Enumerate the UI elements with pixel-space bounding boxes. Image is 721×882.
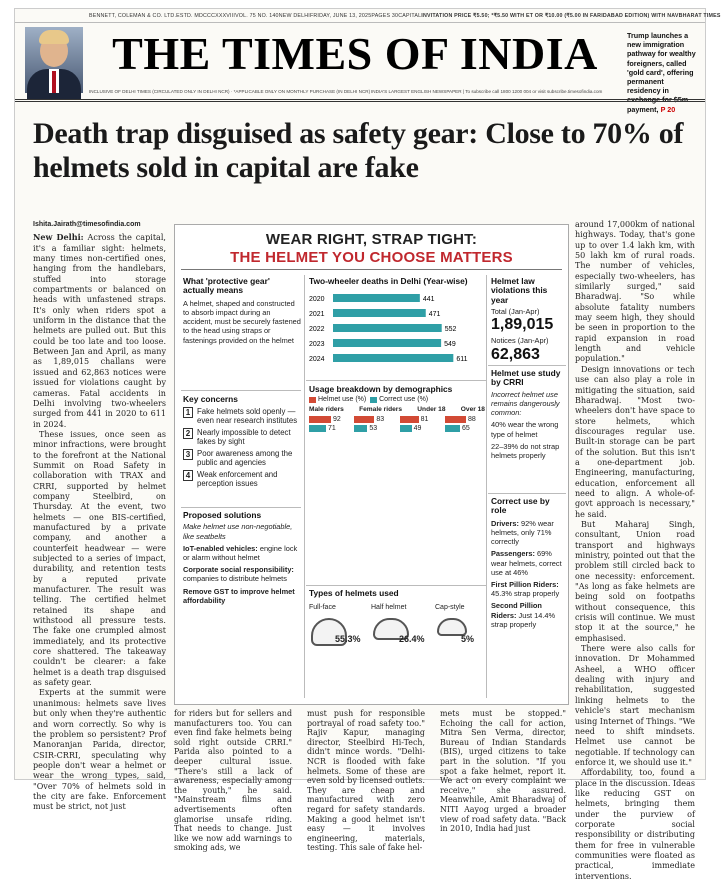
concern-num: 4: [183, 470, 193, 481]
chart-bar: [333, 339, 441, 347]
date: FRIDAY, JUNE 13, 2025: [309, 12, 372, 19]
key-concerns: [183, 395, 301, 488]
group-label: Female riders: [359, 406, 402, 414]
group-use: 92: [333, 416, 341, 424]
article-column-3: must push for responsible portrayal of road safety too." Rajiv Kapur, managing director, Steelbird Hi-Tech, didn't mince words. "Delhi-NCR is flooded with fake helmets. Some of these are even sold by licensed outlets. They are cheap and manufactured with zero regard for safety standards. Making a good helmet isn't easy — it involves engineering, materials, testing. This sale of fake hel-: [307, 709, 425, 853]
legend-correct-use: Correct use (%): [379, 396, 429, 404]
city: NEW DELHI: [278, 12, 310, 19]
price: INVITATION PRICE ₹5.50; *₹5.50 WITH ET OR ₹10.00 (₹5.00 IN FARIDABAD EDITION) WITH NAVBHARAT TIMES: [421, 12, 721, 19]
crri-lead: Incorrect helmet use remains dangerously common:: [491, 389, 560, 418]
legend-helmet-use: Helmet use (%): [318, 396, 367, 404]
solutions-intro: Make helmet use non-negotiable, like seatbelts: [183, 522, 293, 541]
crri-fact-1: 40% wear the wrong type of helmet: [491, 420, 559, 439]
group-label: Under 18: [417, 406, 446, 414]
concerns-heading: Key concerns: [183, 394, 238, 404]
role-passengers-label: Passengers:: [491, 549, 535, 559]
concern-text: Fake helmets sold openly — even near research institutes: [197, 407, 298, 426]
chart-bar: [333, 324, 442, 332]
newspaper-logo: THE TIMES OF INDIA: [112, 28, 598, 79]
article-column-2: for riders but for sellers and manufacturers too. You can even find fake helmets being sold right outside CRRI." Parida also pointed to a deeper cultural issue. "There's still a lack of awareness, especially among the youth," he said. "Mainstream films and advertisements often glamorise unsafe riding. That needs to change. Just like we now add warnings to smoking ads, we: [174, 709, 292, 853]
type-cap: Cap-style: [435, 604, 465, 612]
concern-num: 2: [183, 428, 193, 439]
infographic-title: WEAR RIGHT, STRAP TIGHT:: [265, 231, 478, 248]
chart-category-label: 2024: [309, 356, 325, 364]
masthead-rule: [15, 99, 705, 102]
edition: CAPITAL: [398, 12, 422, 19]
headline: Death trap disguised as safety gear: Close to 70% of helmets sold in capital are fake: [33, 117, 684, 184]
teaser-page: P 20: [660, 104, 676, 114]
group-label: Male riders: [309, 406, 344, 414]
group-correct: 49: [413, 425, 422, 433]
deaths-chart-box: [309, 277, 483, 370]
types-heading: Types of helmets used: [309, 588, 399, 598]
total-label: Total (Jan-Apr): [491, 307, 540, 317]
group-correct: 65: [461, 425, 470, 433]
full-face-share: 55.3%: [335, 634, 361, 645]
chart-category-label: 2022: [309, 326, 325, 334]
cap-helmet-share: 5%: [461, 634, 475, 645]
chart-category-label: 2020: [309, 296, 325, 304]
group-label: Over 18: [460, 406, 485, 414]
solution-2-head: Corporate social responsibility:: [183, 565, 294, 575]
chart-value-label: 611: [456, 356, 468, 364]
chart-category-label: 2021: [309, 311, 325, 319]
paragraph-2: These issues, once seen as minor infractions, were brought to the forefront at the National Summit on Road Safety in collaboration with TRAX and CRRI, supported by helmet company Steelbird, on Thursday. At the event, two helmets — one BIS-certified, manufactured by a private company, and another a counterfeit headwear — were subjected to a series of impact, durability, and retention tests by a reputed private manufacturer. The result was telling. The certified helmet retained its shape and withstood all pressure tests. The fake one crumpled almost immediately, and its protective core shattered. The takeaway couldn't be clearer: a fake helmet is a death trap disguised as safety gear.: [33, 429, 166, 688]
volume: VOL. 75 NO. 140: [235, 12, 279, 19]
role-heading: Correct use by role: [491, 496, 550, 516]
top-info-strip: [15, 9, 721, 23]
col5-para-2: Design innovations or tech use can also play a role in mitigating the situation, said Bharadwaj. "Most two-wheelers don't have space to store helmets, which discourages regular use. Built-in storage can be part of the solution. But this isn't a one-department job. Engineering, manufacturing, education, enforcement all need to align. A whole-of-govt approach is necessary," he said.: [575, 364, 695, 519]
publisher: BENNETT, COLEMAN & CO. LTD.: [89, 12, 177, 19]
solutions-heading: Proposed solutions: [183, 510, 262, 520]
type-full-face: Full-face: [309, 604, 336, 612]
role-second-pillion-label: Second Pillion Riders:: [491, 601, 542, 620]
group-correct: 53: [369, 425, 378, 433]
role-second-pillion: Just 14.4% strap properly: [491, 610, 556, 629]
pages: PAGES 30: [371, 12, 399, 19]
helmet-infographic: [174, 224, 569, 705]
correct-use-by-role: [491, 497, 565, 629]
usage-heading: Usage breakdown by demographics: [309, 384, 453, 394]
chart-value-label: 441: [422, 296, 435, 304]
dateline: New Delhi:: [33, 232, 84, 243]
chart-bar: [333, 309, 426, 317]
deaths-heading: Two-wheeler deaths in Delhi (Year-wise): [309, 276, 468, 286]
masthead-note-left: INCLUSIVE OF DELHI TIMES (CIRCULATED ONLY IN DELHI NCR) · *APPLICABLE ONLY ON MONTHLY PURCHASE (IN DELHI NCR): [89, 89, 371, 94]
concern-text: Poor awareness among the public and agencies: [197, 449, 293, 468]
type-half: Half helmet: [371, 604, 407, 612]
paragraph-3: Experts at the summit were unanimous: helmets save lives but only when they're authentic and worn correctly. So why is the problem so persistent? Prof Manoranjan Parida, director, CSIR-CRRI, speculating why people don't wear a helmet or wear the wrong types, said, "Over 70% of helmets sold in the city are fake. Enforcement must be strict, not just: [33, 688, 166, 812]
crri-heading: Helmet use study by CRRI: [491, 368, 561, 388]
notices-value: 62,863: [491, 345, 540, 363]
masthead: [15, 23, 705, 114]
concern-text: Weak enforcement and perception issues: [197, 470, 278, 489]
col5-para-5: Affordability, too, found a place in the discussion. Ideas like reducing GST on helmets, bringing them under the purview of corporate social responsibility or distributing them for free in vulnerable communities were floated as practical, immediate interventions.: [575, 768, 695, 881]
proposed-solutions: [183, 511, 301, 605]
newspaper-page: [14, 8, 721, 881]
chart-value-label: 552: [444, 326, 457, 334]
concern-num: 1: [183, 407, 193, 418]
role-first-pillion: 45.3% strap properly: [491, 589, 560, 599]
trump-photo: [25, 27, 83, 93]
protective-heading: What 'protective gear' actually means: [183, 276, 270, 296]
col5-para-4: There were also calls for innovation. Dr Mohammed Asheel, a WHO officer dealing with injury and rehabilitation, suggested linking helmets to the vehicle's start mechanism using Internet of Things. "We need to shift mindsets. Helmet use cannot be negotiable. If technology can enforce it, we should use it.": [575, 644, 695, 767]
chart-value-label: 549: [444, 341, 456, 349]
crri-fact-2: 22–39% do not strap helmets properly: [491, 441, 560, 461]
article-column-5: [575, 220, 695, 881]
role-drivers-label: Drivers:: [491, 518, 519, 528]
group-use: 83: [376, 416, 385, 424]
masthead-note-right: INDIA'S LARGEST ENGLISH NEWSPAPER | To subscribe call 1800 1200 004 or visit subscribe.timesofindia.com: [371, 89, 603, 94]
usage-breakdown: [309, 385, 485, 432]
violations-box: [491, 277, 565, 364]
protective-text: A helmet, shaped and constructed to absorb impact during an accident, must be securely fastened to the head using straps or fastenings provided on the helmet: [183, 298, 301, 345]
infographic-subtitle: THE HELMET YOU CHOOSE MATTERS: [230, 249, 513, 266]
solution-1-head: IoT-enabled vehicles:: [183, 543, 258, 553]
col5-para-1: around 17,000km of national highways. Today, that's gone up to over 1.4 lakh km, with 50 lakh km of rural roads. The number of vehicles, especially two-wheelers, has similarly surged," said Bharadwaj. "So while absolute fatality numbers may seem high, they should be seen in proportion to the rapid expansion in road length and vehicle population.": [575, 220, 695, 364]
solution-2: companies to distribute helmets: [183, 574, 287, 584]
role-drivers: 92% wear helmets, only 71% correctly: [491, 518, 554, 547]
group-use: 88: [467, 416, 476, 424]
article-column-1: [33, 220, 166, 812]
byline: Ishita.Jairath@timesofindia.com: [33, 221, 141, 228]
chart-bar: [333, 294, 420, 302]
article-column-4: mets must be stopped." Echoing the call for action, Mitra Sen Verma, director, Bureau of Indian Standards (BIS), urged citizens to take part in the solution. "If you spot a fake helmet, report it. We act on every complaint we receive," she assured. Meanwhile, Amit Bharadwaj of NITI Aayog urged a broader view of road safety data. "Back in 2010, India had just: [440, 709, 566, 834]
role-first-pillion-label: First Pillion Riders:: [491, 580, 559, 590]
chart-bar: [333, 354, 453, 362]
notices-label: Notices (Jan-Apr): [491, 336, 549, 346]
half-helmet-share: 26.4%: [399, 634, 425, 645]
paragraph-1: Across the capital, it's a familiar sight: helmets, many times non-certified ones, hanging from the handlebars, stuffed into storage compartments or balanced on heads with unfastened straps. It's only when riders spot a uniform in the distance that the helmets are pulled out. But this could be too late and too loose. Between Jan and April, as many as 1,89,015 challans were issued and 62,863 notices were issued for violations caught by cameras. Fatal accidents in Delhi involving two-wheelers surged from 441 in 2020 to 611 in 2024.: [33, 233, 166, 429]
total-value: 1,89,015: [491, 316, 554, 334]
helmet-types: [309, 589, 485, 680]
group-use: 81: [420, 416, 429, 424]
col5-para-3: But Maharaj Singh, consultant, Union road transport and highways ministry, pointed out that the problem still circled back to one necessity: enforcement. "As long as fake helmets are being sold on footpaths without consequence, this crisis will continue. We must stop it at the source," he emphasised.: [575, 519, 695, 643]
chart-category-label: 2023: [309, 341, 325, 349]
role-passengers: 69% wear helmets, correct use at 46%: [491, 549, 562, 577]
group-correct: 71: [328, 425, 336, 433]
violations-heading: Helmet law violations this year: [491, 276, 548, 305]
crri-study: [491, 369, 565, 460]
protective-gear-box: [183, 277, 301, 345]
concern-text: Nearly impossible to detect fakes by sight: [197, 428, 291, 447]
solution-1: engine lock or alarm without helmet: [183, 543, 298, 563]
estd: ESTD. MDCCCXXXVIII: [176, 12, 236, 19]
teaser-text: Trump launches a new immigration pathway for wealthy foreigners, called 'gold card', offering permanent residency in exchange for $5m payment,: [627, 31, 696, 114]
chart-value-label: 471: [428, 311, 441, 319]
concern-num: 3: [183, 449, 193, 460]
deaths-bar-chart: [309, 290, 483, 370]
solution-3: Remove GST to improve helmet affordability: [183, 586, 295, 605]
